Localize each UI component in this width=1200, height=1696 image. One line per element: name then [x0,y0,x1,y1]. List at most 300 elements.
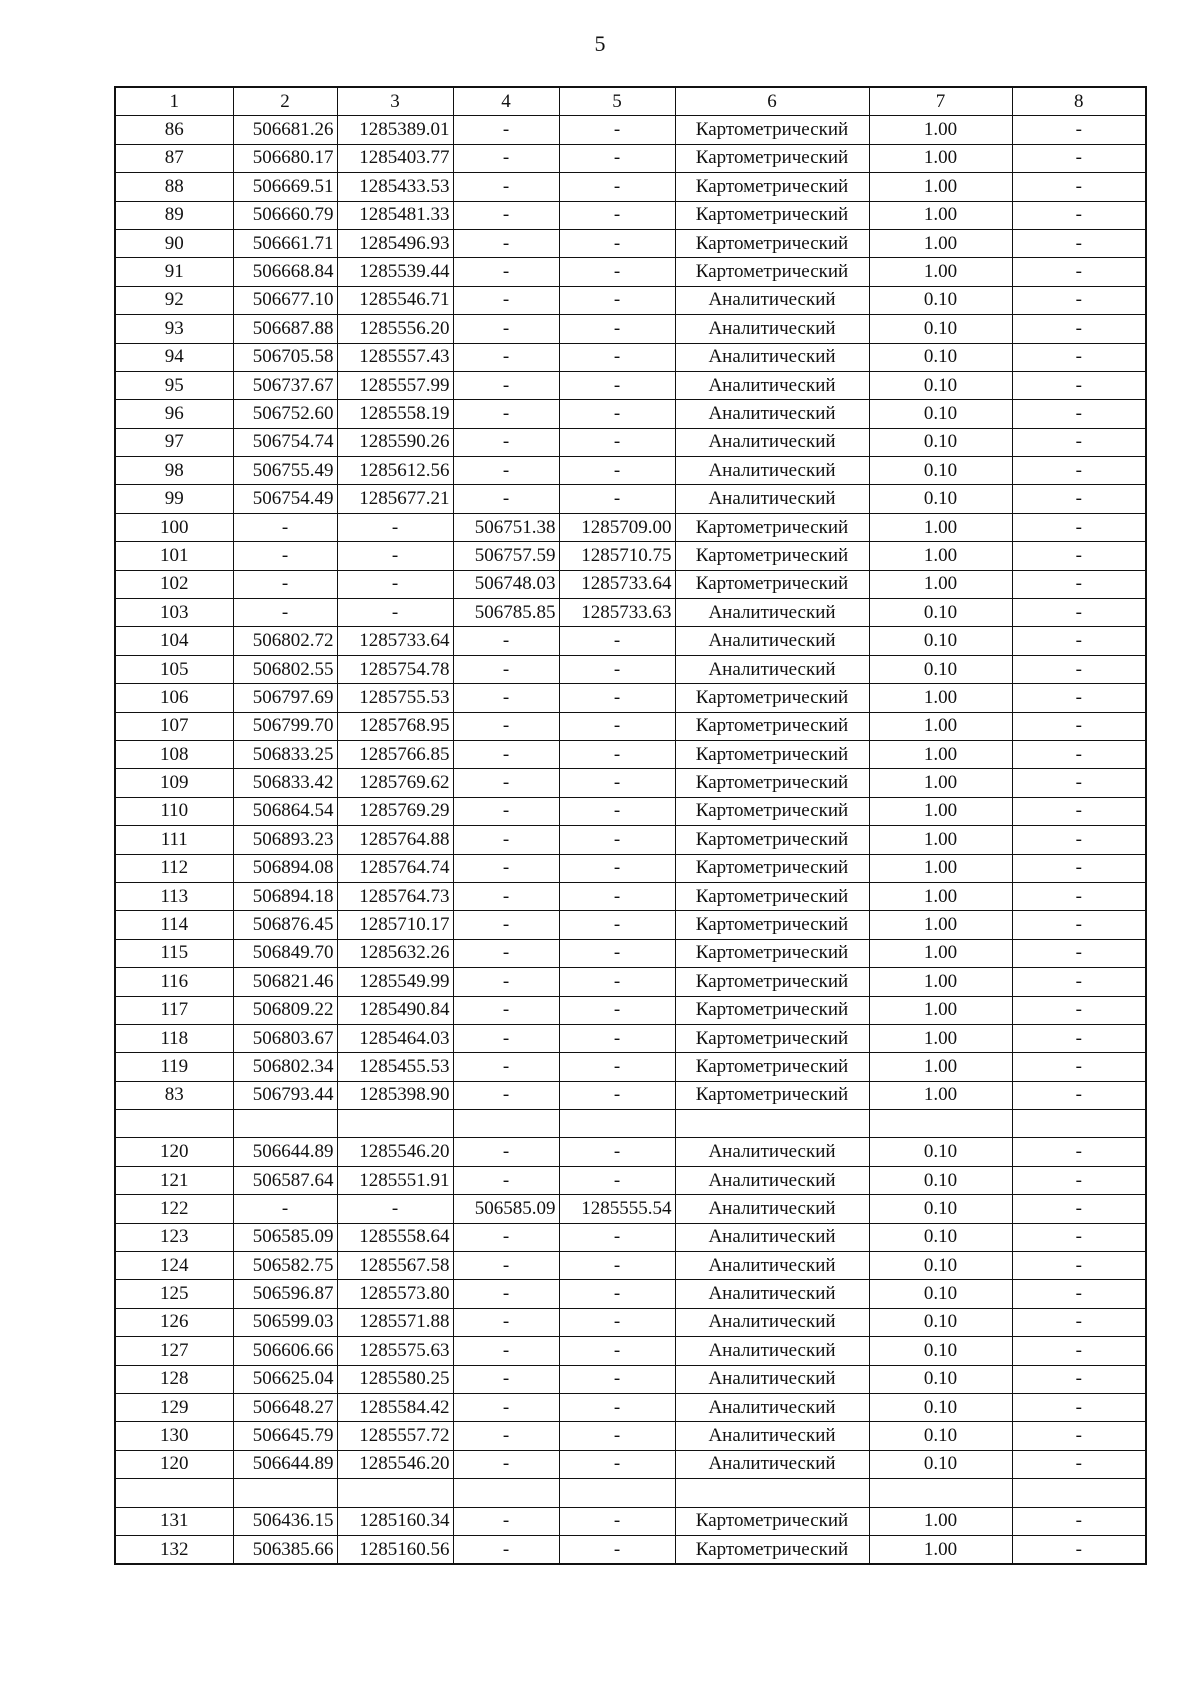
description-cell: - [1012,570,1146,598]
x-coord-cell: 506669.51 [233,173,337,201]
x-coord-cell: 506754.49 [233,485,337,513]
description-cell: - [1012,968,1146,996]
point-number-cell: 123 [115,1223,233,1251]
x-coord-cell: 506849.70 [233,939,337,967]
y-coord-cell: 1285398.90 [337,1081,453,1109]
y-coord-cell: 1285590.26 [337,428,453,456]
method-cell: Картометрический [675,740,869,768]
accuracy-cell: 0.10 [869,371,1012,399]
accuracy-cell [869,1479,1012,1507]
description-cell: - [1012,1223,1146,1251]
method-cell: Картометрический [675,882,869,910]
y-coord-cell: 1285160.56 [337,1535,453,1564]
x-alt-coord-cell: - [453,797,559,825]
x-coord-cell: 506661.71 [233,229,337,257]
y-coord-cell: - [337,1195,453,1223]
table-row [115,797,1146,825]
table-row [115,996,1146,1024]
y-alt-coord-cell: 1285733.64 [559,570,675,598]
table-row [115,315,1146,343]
table-row [115,1138,1146,1166]
x-coord-cell: 506894.08 [233,854,337,882]
y-coord-cell: 1285496.93 [337,229,453,257]
table-row [115,343,1146,371]
table-row [115,1422,1146,1450]
y-coord-cell: 1285571.88 [337,1308,453,1336]
x-coord-cell: - [233,542,337,570]
y-alt-coord-cell: - [559,1166,675,1194]
column-header-2: 2 [233,87,337,116]
x-coord-cell [233,1479,337,1507]
description-cell: - [1012,655,1146,683]
x-coord-cell: 506677.10 [233,286,337,314]
x-coord-cell: - [233,599,337,627]
column-header-1: 1 [115,87,233,116]
y-alt-coord-cell: - [559,769,675,797]
x-coord-cell: 506587.64 [233,1166,337,1194]
table-row [115,1252,1146,1280]
point-number-cell: 96 [115,400,233,428]
method-cell: Картометрический [675,712,869,740]
table-row [115,116,1146,144]
description-cell: - [1012,485,1146,513]
method-cell: Картометрический [675,996,869,1024]
point-number-cell: 97 [115,428,233,456]
y-alt-coord-cell: 1285733.63 [559,599,675,627]
method-cell: Аналитический [675,286,869,314]
accuracy-cell: 0.10 [869,286,1012,314]
accuracy-cell [869,1110,1012,1138]
x-coord-cell: 506821.46 [233,968,337,996]
accuracy-cell: 1.00 [869,797,1012,825]
x-coord-cell: - [233,513,337,541]
y-coord-cell: - [337,599,453,627]
y-coord-cell: 1285710.17 [337,911,453,939]
table-row [115,1223,1146,1251]
table-row [115,201,1146,229]
method-cell: Картометрический [675,1024,869,1052]
x-coord-cell: 506833.42 [233,769,337,797]
method-cell: Картометрический [675,258,869,286]
y-coord-cell: 1285766.85 [337,740,453,768]
y-alt-coord-cell [559,1110,675,1138]
x-alt-coord-cell: 506751.38 [453,513,559,541]
x-coord-cell: 506582.75 [233,1252,337,1280]
method-cell: Картометрический [675,684,869,712]
accuracy-cell: 1.00 [869,854,1012,882]
accuracy-cell: 0.10 [869,1450,1012,1478]
y-alt-coord-cell [559,1479,675,1507]
accuracy-cell: 1.00 [869,826,1012,854]
description-cell: - [1012,826,1146,854]
x-alt-coord-cell: - [453,258,559,286]
x-coord-cell: 506754.74 [233,428,337,456]
x-coord-cell: 506893.23 [233,826,337,854]
method-cell: Аналитический [675,627,869,655]
table-row [115,371,1146,399]
accuracy-cell: 1.00 [869,712,1012,740]
y-coord-cell: 1285764.74 [337,854,453,882]
point-number-cell [115,1110,233,1138]
x-alt-coord-cell: 506748.03 [453,570,559,598]
description-cell: - [1012,1337,1146,1365]
method-cell: Аналитический [675,343,869,371]
accuracy-cell: 0.10 [869,627,1012,655]
x-coord-cell: 506606.66 [233,1337,337,1365]
y-coord-cell: 1285455.53 [337,1053,453,1081]
table-header-row [115,87,1146,116]
x-coord-cell: 506648.27 [233,1393,337,1421]
y-alt-coord-cell: - [559,712,675,740]
table-row [115,428,1146,456]
accuracy-cell: 0.10 [869,400,1012,428]
y-alt-coord-cell: - [559,1393,675,1421]
accuracy-cell: 1.00 [869,939,1012,967]
x-alt-coord-cell: 506785.85 [453,599,559,627]
method-cell: Аналитический [675,1393,869,1421]
x-alt-coord-cell: 506757.59 [453,542,559,570]
accuracy-cell: 0.10 [869,1280,1012,1308]
description-cell: - [1012,1280,1146,1308]
table-row [115,854,1146,882]
description-cell: - [1012,939,1146,967]
column-header-8: 8 [1012,87,1146,116]
table-row [115,627,1146,655]
x-alt-coord-cell: - [453,1393,559,1421]
description-cell: - [1012,201,1146,229]
accuracy-cell: 0.10 [869,343,1012,371]
point-number-cell: 125 [115,1280,233,1308]
table-row [115,1166,1146,1194]
y-alt-coord-cell: 1285555.54 [559,1195,675,1223]
point-number-cell: 113 [115,882,233,910]
accuracy-cell: 1.00 [869,144,1012,172]
table-row [115,1535,1146,1564]
y-coord-cell: 1285769.62 [337,769,453,797]
y-alt-coord-cell: - [559,1507,675,1535]
x-coord-cell: 506797.69 [233,684,337,712]
point-number-cell: 110 [115,797,233,825]
y-alt-coord-cell: - [559,1365,675,1393]
description-cell: - [1012,1507,1146,1535]
accuracy-cell: 0.10 [869,1365,1012,1393]
y-alt-coord-cell: - [559,457,675,485]
x-coord-cell: 506799.70 [233,712,337,740]
table-row [115,712,1146,740]
y-alt-coord-cell: - [559,1280,675,1308]
y-alt-coord-cell: - [559,854,675,882]
point-number-cell: 91 [115,258,233,286]
method-cell: Аналитический [675,1308,869,1336]
method-cell: Аналитический [675,1365,869,1393]
accuracy-cell: 1.00 [869,201,1012,229]
y-alt-coord-cell: - [559,201,675,229]
y-coord-cell: 1285764.88 [337,826,453,854]
y-coord-cell: 1285546.20 [337,1450,453,1478]
accuracy-cell: 1.00 [869,882,1012,910]
point-number-cell: 111 [115,826,233,854]
accuracy-cell: 1.00 [869,229,1012,257]
point-number-cell: 126 [115,1308,233,1336]
x-alt-coord-cell: - [453,882,559,910]
x-coord-cell: 506809.22 [233,996,337,1024]
description-cell: - [1012,1024,1146,1052]
method-cell: Аналитический [675,1337,869,1365]
method-cell: Картометрический [675,911,869,939]
y-coord-cell: 1285558.64 [337,1223,453,1251]
table-row [115,570,1146,598]
x-alt-coord-cell [453,1110,559,1138]
method-cell: Картометрический [675,570,869,598]
x-coord-cell [233,1110,337,1138]
y-coord-cell: - [337,570,453,598]
method-cell: Картометрический [675,1081,869,1109]
accuracy-cell: 1.00 [869,116,1012,144]
description-cell: - [1012,513,1146,541]
point-number-cell: 87 [115,144,233,172]
table-row [115,173,1146,201]
x-alt-coord-cell: - [453,1053,559,1081]
point-number-cell: 127 [115,1337,233,1365]
y-alt-coord-cell: - [559,1223,675,1251]
y-coord-cell: 1285557.99 [337,371,453,399]
accuracy-cell: 1.00 [869,684,1012,712]
x-alt-coord-cell: - [453,428,559,456]
accuracy-cell: 0.10 [869,1138,1012,1166]
x-coord-cell: 506833.25 [233,740,337,768]
description-cell: - [1012,882,1146,910]
x-alt-coord-cell: - [453,229,559,257]
y-coord-cell: 1285539.44 [337,258,453,286]
y-alt-coord-cell: - [559,911,675,939]
x-coord-cell: - [233,1195,337,1223]
y-coord-cell: 1285754.78 [337,655,453,683]
method-cell: Картометрический [675,1053,869,1081]
accuracy-cell: 1.00 [869,1081,1012,1109]
x-alt-coord-cell: - [453,1024,559,1052]
y-alt-coord-cell: - [559,968,675,996]
y-alt-coord-cell: - [559,258,675,286]
table-row [115,684,1146,712]
table-row [115,655,1146,683]
y-alt-coord-cell: - [559,655,675,683]
point-number-cell: 107 [115,712,233,740]
point-number-cell: 130 [115,1422,233,1450]
table-row [115,457,1146,485]
method-cell [675,1479,869,1507]
x-coord-cell: 506803.67 [233,1024,337,1052]
point-number-cell: 109 [115,769,233,797]
point-number-cell: 100 [115,513,233,541]
description-cell: - [1012,1053,1146,1081]
point-number-cell: 92 [115,286,233,314]
x-alt-coord-cell: - [453,655,559,683]
y-coord-cell: 1285557.72 [337,1422,453,1450]
method-cell: Аналитический [675,315,869,343]
y-alt-coord-cell: 1285710.75 [559,542,675,570]
column-header-5: 5 [559,87,675,116]
x-alt-coord-cell: - [453,854,559,882]
method-cell: Аналитический [675,1252,869,1280]
point-number-cell: 114 [115,911,233,939]
method-cell: Аналитический [675,400,869,428]
x-coord-cell: 506802.72 [233,627,337,655]
table-row [115,911,1146,939]
table-row [115,1024,1146,1052]
x-alt-coord-cell: - [453,1223,559,1251]
y-alt-coord-cell: - [559,627,675,655]
x-coord-cell: 506385.66 [233,1535,337,1564]
y-coord-cell: 1285160.34 [337,1507,453,1535]
y-coord-cell: 1285567.58 [337,1252,453,1280]
x-alt-coord-cell: - [453,1166,559,1194]
point-number-cell: 104 [115,627,233,655]
y-alt-coord-cell: - [559,173,675,201]
y-coord-cell: 1285549.99 [337,968,453,996]
point-number-cell: 83 [115,1081,233,1109]
accuracy-cell: 0.10 [869,1223,1012,1251]
x-coord-cell: 506599.03 [233,1308,337,1336]
accuracy-cell: 0.10 [869,1393,1012,1421]
y-alt-coord-cell: - [559,1053,675,1081]
y-coord-cell: 1285580.25 [337,1365,453,1393]
x-alt-coord-cell: - [453,315,559,343]
description-cell: - [1012,684,1146,712]
y-coord-cell: 1285481.33 [337,201,453,229]
x-alt-coord-cell: - [453,457,559,485]
method-cell [675,1110,869,1138]
description-cell: - [1012,542,1146,570]
y-alt-coord-cell: - [559,1535,675,1564]
accuracy-cell: 0.10 [869,1308,1012,1336]
point-number-cell: 131 [115,1507,233,1535]
table-row [115,599,1146,627]
x-coord-cell: 506802.34 [233,1053,337,1081]
x-alt-coord-cell: - [453,939,559,967]
description-cell: - [1012,229,1146,257]
description-cell: - [1012,1365,1146,1393]
method-cell: Картометрический [675,116,869,144]
x-alt-coord-cell: - [453,968,559,996]
x-coord-cell: 506687.88 [233,315,337,343]
x-alt-coord-cell: - [453,1308,559,1336]
x-coord-cell: 506802.55 [233,655,337,683]
description-cell [1012,1479,1146,1507]
x-alt-coord-cell [453,1479,559,1507]
table-row [115,882,1146,910]
y-coord-cell: 1285768.95 [337,712,453,740]
accuracy-cell: 0.10 [869,655,1012,683]
table-row [115,1507,1146,1535]
y-alt-coord-cell: - [559,1252,675,1280]
description-cell: - [1012,116,1146,144]
x-alt-coord-cell: - [453,1450,559,1478]
y-coord-cell: 1285612.56 [337,457,453,485]
accuracy-cell: 1.00 [869,740,1012,768]
point-number-cell: 121 [115,1166,233,1194]
y-coord-cell: 1285632.26 [337,939,453,967]
x-alt-coord-cell: - [453,712,559,740]
description-cell: - [1012,769,1146,797]
point-number-cell: 101 [115,542,233,570]
x-coord-cell: 506436.15 [233,1507,337,1535]
y-alt-coord-cell: - [559,996,675,1024]
method-cell: Картометрический [675,201,869,229]
x-coord-cell: 506680.17 [233,144,337,172]
x-alt-coord-cell: 506585.09 [453,1195,559,1223]
method-cell: Аналитический [675,1422,869,1450]
description-cell: - [1012,1081,1146,1109]
x-alt-coord-cell: - [453,1337,559,1365]
x-alt-coord-cell: - [453,826,559,854]
point-number-cell: 119 [115,1053,233,1081]
x-alt-coord-cell: - [453,286,559,314]
accuracy-cell: 1.00 [869,911,1012,939]
description-cell: - [1012,173,1146,201]
description-cell: - [1012,343,1146,371]
column-header-6: 6 [675,87,869,116]
x-alt-coord-cell: - [453,116,559,144]
description-cell: - [1012,371,1146,399]
table-row [115,1053,1146,1081]
table-row [115,1280,1146,1308]
x-coord-cell: - [233,570,337,598]
accuracy-cell: 1.00 [869,258,1012,286]
x-coord-cell: 506645.79 [233,1422,337,1450]
x-alt-coord-cell: - [453,769,559,797]
y-alt-coord-cell: - [559,1081,675,1109]
description-cell: - [1012,400,1146,428]
description-cell: - [1012,712,1146,740]
table-row [115,769,1146,797]
point-number-cell: 117 [115,996,233,1024]
x-coord-cell: 506752.60 [233,400,337,428]
x-coord-cell: 506660.79 [233,201,337,229]
x-coord-cell: 506876.45 [233,911,337,939]
y-alt-coord-cell: - [559,1308,675,1336]
y-alt-coord-cell: - [559,1450,675,1478]
table-row [115,400,1146,428]
y-alt-coord-cell: - [559,939,675,967]
y-alt-coord-cell: - [559,684,675,712]
table-row [115,939,1146,967]
table-row [115,542,1146,570]
method-cell: Картометрический [675,968,869,996]
description-cell: - [1012,258,1146,286]
point-number-cell: 129 [115,1393,233,1421]
y-coord-cell: - [337,542,453,570]
x-coord-cell: 506755.49 [233,457,337,485]
point-number-cell: 115 [115,939,233,967]
accuracy-cell: 1.00 [869,769,1012,797]
y-coord-cell: 1285584.42 [337,1393,453,1421]
y-alt-coord-cell: - [559,826,675,854]
method-cell: Аналитический [675,599,869,627]
accuracy-cell: 0.10 [869,485,1012,513]
y-coord-cell: 1285490.84 [337,996,453,1024]
point-number-cell [115,1479,233,1507]
description-cell: - [1012,1195,1146,1223]
description-cell: - [1012,286,1146,314]
point-number-cell: 132 [115,1535,233,1564]
y-alt-coord-cell: - [559,882,675,910]
y-coord-cell: 1285551.91 [337,1166,453,1194]
x-coord-cell: 506793.44 [233,1081,337,1109]
y-coord-cell: 1285546.20 [337,1138,453,1166]
accuracy-cell: 1.00 [869,513,1012,541]
point-number-cell: 118 [115,1024,233,1052]
y-alt-coord-cell: - [559,400,675,428]
